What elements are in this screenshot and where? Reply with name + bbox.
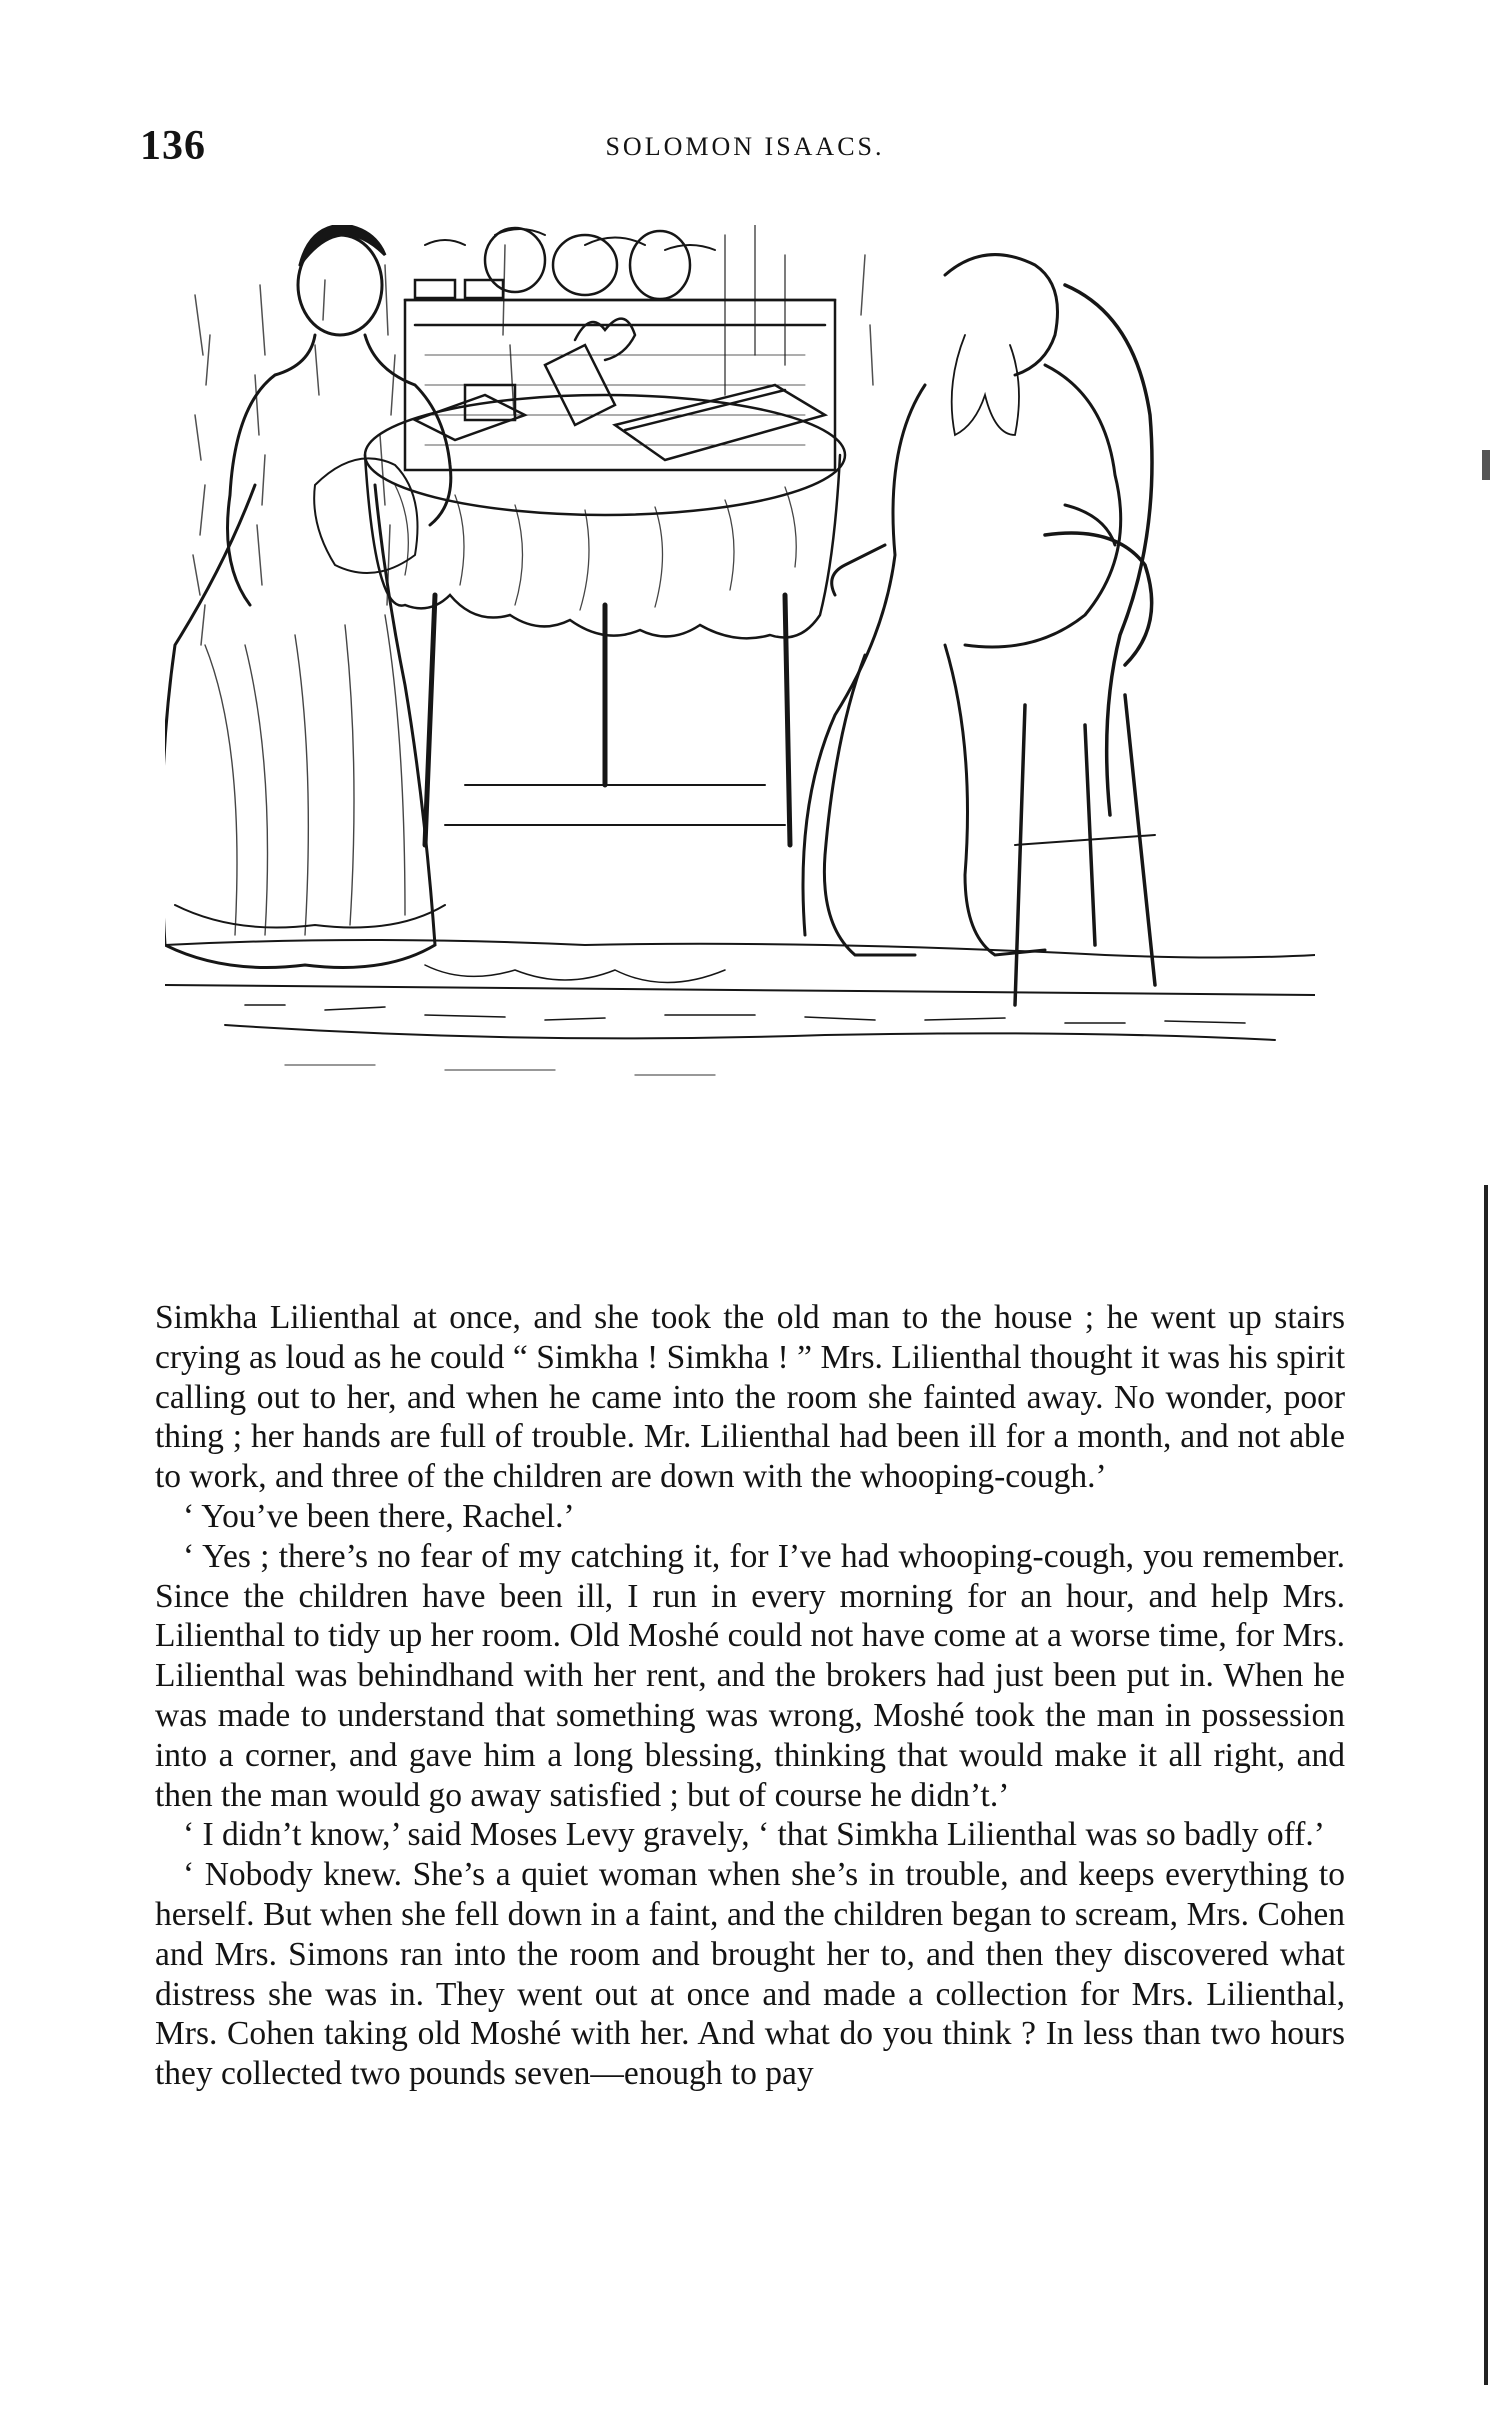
page-edge-mark [1482, 450, 1490, 480]
page-header [140, 122, 1350, 172]
table-items [415, 319, 825, 460]
paragraph: Simkha Lilienthal at once, and she took the old man to the house ; he went up stairs crying as loud as he could “ Simkha ! Simkha ! ” Mrs. Lilienthal thought it was his spirit calling out to her, and when he came into the room she fainted away. No wonder, poor thing ; her hands are full of trouble. Mr. Lilienthal had been ill for a month, and not able to work, and three of the children are down with the whooping-cough.’ [155, 1299, 1345, 1496]
page-edge-line [1484, 1185, 1488, 2385]
running-title: SOLOMON ISAACS. [605, 132, 885, 161]
paragraph: ‘ Nobody knew. She’s a quiet woman when she’s in trouble, and keeps everything to herself. But when she fell down in a faint, and the children began to scream, Mrs. Cohen and Mrs. Simons ran into the room and brought her to, and then they discovered what distress she was in. They went out at once and made a collection for Mrs. Lilienthal, Mrs. Cohen taking old Moshé with her. And what do you think ? In less than two hours they collected two pounds seven—enough to pay [155, 1856, 1345, 2093]
paragraph: ‘ You’ve been there, Rachel.’ [183, 1497, 575, 1535]
table [365, 395, 845, 845]
body-text [155, 1298, 1345, 2094]
woman-figure [165, 225, 451, 968]
paragraph: ‘ I didn’t know,’ said Moses Levy gravely, ‘ that Simkha Lilienthal was so badly off.’ [183, 1816, 1325, 1854]
floor [165, 940, 1315, 1075]
engraving-illustration [165, 225, 1315, 1255]
page-number: 136 [140, 123, 206, 169]
wall-hatching [193, 225, 873, 645]
paragraph: ‘ Yes ; there’s no fear of my catching it, for I’ve had whooping-cough, you remember. Since the children have been ill, I run in every morning for an hour, and help Mrs. Lilienthal to tidy up her room. Old Moshé could not have come at a worse time, for Mrs. Lilienthal was behindhand with her rent, and the brokers had just been put in. When he was made to understand that something was wrong, Moshé took the man in possession into a corner, and gave him a long blessing, thinking that would make it all right, and then the man would go away satisfied ; but of course he didn’t.’ [155, 1537, 1345, 1814]
old-man-figure [803, 255, 1121, 955]
armchair [1015, 285, 1155, 1005]
